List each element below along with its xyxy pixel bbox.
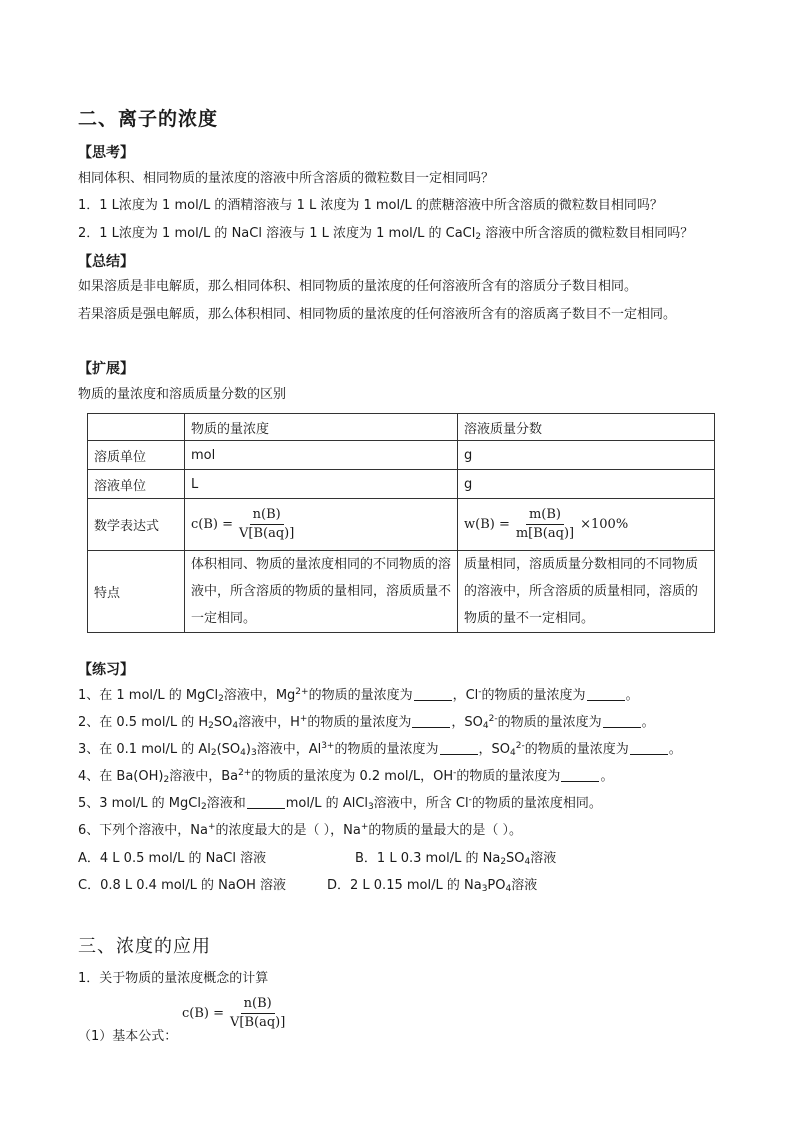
table-header-cell: 溶液质量分数 <box>458 414 715 441</box>
option-c: C．0.8 L 0.4 mol/L 的 NaOH 溶液 <box>78 878 287 893</box>
table-cell: mol <box>185 441 458 470</box>
table-cell: 特点 <box>88 551 185 633</box>
table-cell: g <box>458 441 715 470</box>
table-cell: 体积相同、物质的量浓度相同的不同物质的溶液中，所含溶质的物质的量相同，溶质质量不一定相同。 <box>185 551 458 633</box>
answer-blank <box>603 715 641 728</box>
practice-item-2: 2、在 0.5 mol/L 的 $H_2SO_4$溶液中，H+的物质的量浓度为 ，$SO_4^{2-}$的物质的量浓度为 。 <box>78 714 655 731</box>
summary-line-1: 如果溶质是非电解质，那么相同体积、相同物质的量浓度的任何溶液所含有的溶质分子数目相同。 <box>78 279 638 294</box>
practice-item-6: 6、下列个溶液中，Na+的浓度最大的是（ ），Na+的物质的量最大的是（ ）。 <box>78 822 523 838</box>
basic-formula-label: （1）基本公式： <box>78 1029 178 1044</box>
practice-item-5: 5、3 mol/L 的 MgCl$_2$溶液和 mol/L 的 AlCl$_3$溶液中，所含 Cl-的物质的量浓度相同。 <box>78 795 602 812</box>
table-row <box>88 551 715 633</box>
table-row <box>88 470 715 499</box>
formula-molar-concentration: c(B) = $\frac{n(B)}{V[B(aq)]}$ <box>185 499 458 551</box>
table-header-row <box>88 414 715 441</box>
practice-item-1: 1、在 1 mol/L 的 MgCl$_2$溶液中，$Mg^{2+}$的物质的量浓度为 ，Cl-的物质的量浓度为 。 <box>78 687 639 704</box>
comparison-table <box>87 413 715 633</box>
option-d: D．2 L 0.15 mol/L 的 $Na_3PO_4$溶液 <box>327 878 538 894</box>
table-row <box>88 499 715 551</box>
answer-blank <box>247 796 285 809</box>
table-cell: 数学表达式 <box>88 499 185 551</box>
table-header-cell <box>88 414 185 441</box>
summary-tag: 【总结】 <box>78 254 134 270</box>
answer-blank <box>587 688 625 701</box>
answer-blank <box>630 742 668 755</box>
answer-blank <box>412 715 450 728</box>
table-cell: 溶液单位 <box>88 470 185 499</box>
question-1: 1．1 L浓度为 1 mol/L 的酒精溶液与 1 L 浓度为 1 mol/L 的蔗糖溶液中所含溶质的微粒数目相同吗？ <box>78 198 663 213</box>
section-title-application: 三、浓度的应用 <box>78 936 211 957</box>
table-cell: 溶质单位 <box>88 441 185 470</box>
option-b: B．1 L 0.3 mol/L 的 $Na_2SO_4$溶液 <box>355 851 557 867</box>
table-cell: L <box>185 470 458 499</box>
think-tag: 【思考】 <box>78 145 134 161</box>
basic-formula: c(B) = $\frac{n(B)}{V[B(aq)]}$ <box>182 996 286 1030</box>
summary-line-2: 若果溶质是强电解质，那么体积相同、相同物质的量浓度的任何溶液所含有的溶质离子数目不一定相同。 <box>78 307 677 322</box>
option-a: A．4 L 0.5 mol/L 的 NaCl 溶液 <box>78 851 267 866</box>
table-row <box>88 441 715 470</box>
practice-item-4: 4、在 $Ba(OH)_2$溶液中，$Ba^{2+}$的物质的量浓度为 0.2 mol/L，OH-的物质的量浓度为 。 <box>78 768 614 785</box>
expand-intro: 物质的量浓度和溶质质量分数的区别 <box>78 387 287 402</box>
answer-blank <box>414 688 452 701</box>
practice-item-3: 3、在 0.1 mol/L 的 $Al_2(SO_4)_3$溶液中，$Al^{3+}$的物质的量浓度为 ，$SO_4^{2-}$的物质的量浓度为 。 <box>78 741 682 758</box>
section-title-ion-concentration: 二、离子的浓度 <box>78 108 219 130</box>
think-question: 相同体积、相同物质的量浓度的溶液中所含溶质的微粒数目一定相同吗？ <box>78 171 495 186</box>
expand-tag: 【扩展】 <box>78 361 134 377</box>
table-header-cell: 物质的量浓度 <box>185 414 458 441</box>
formula-mass-fraction: w(B) = $\frac{m(B)}{m[B(aq)]}$ ×100% <box>458 499 715 551</box>
answer-blank <box>440 742 478 755</box>
subsection-item-1: 1．关于物质的量浓度概念的计算 <box>78 971 269 986</box>
table-cell: 质量相同，溶质质量分数相同的不同物质的溶液中，所含溶质的质量相同，溶质的物质的量不一定相同。 <box>458 551 715 633</box>
question-2: 2．1 L浓度为 1 mol/L 的 NaCl 溶液与 1 L 浓度为 1 mol/L 的 CaCl$_2$ 溶液中所含溶质的微粒数目相同吗？ <box>78 226 694 242</box>
practice-tag: 【练习】 <box>78 662 134 678</box>
answer-blank <box>561 769 599 782</box>
table-cell: g <box>458 470 715 499</box>
